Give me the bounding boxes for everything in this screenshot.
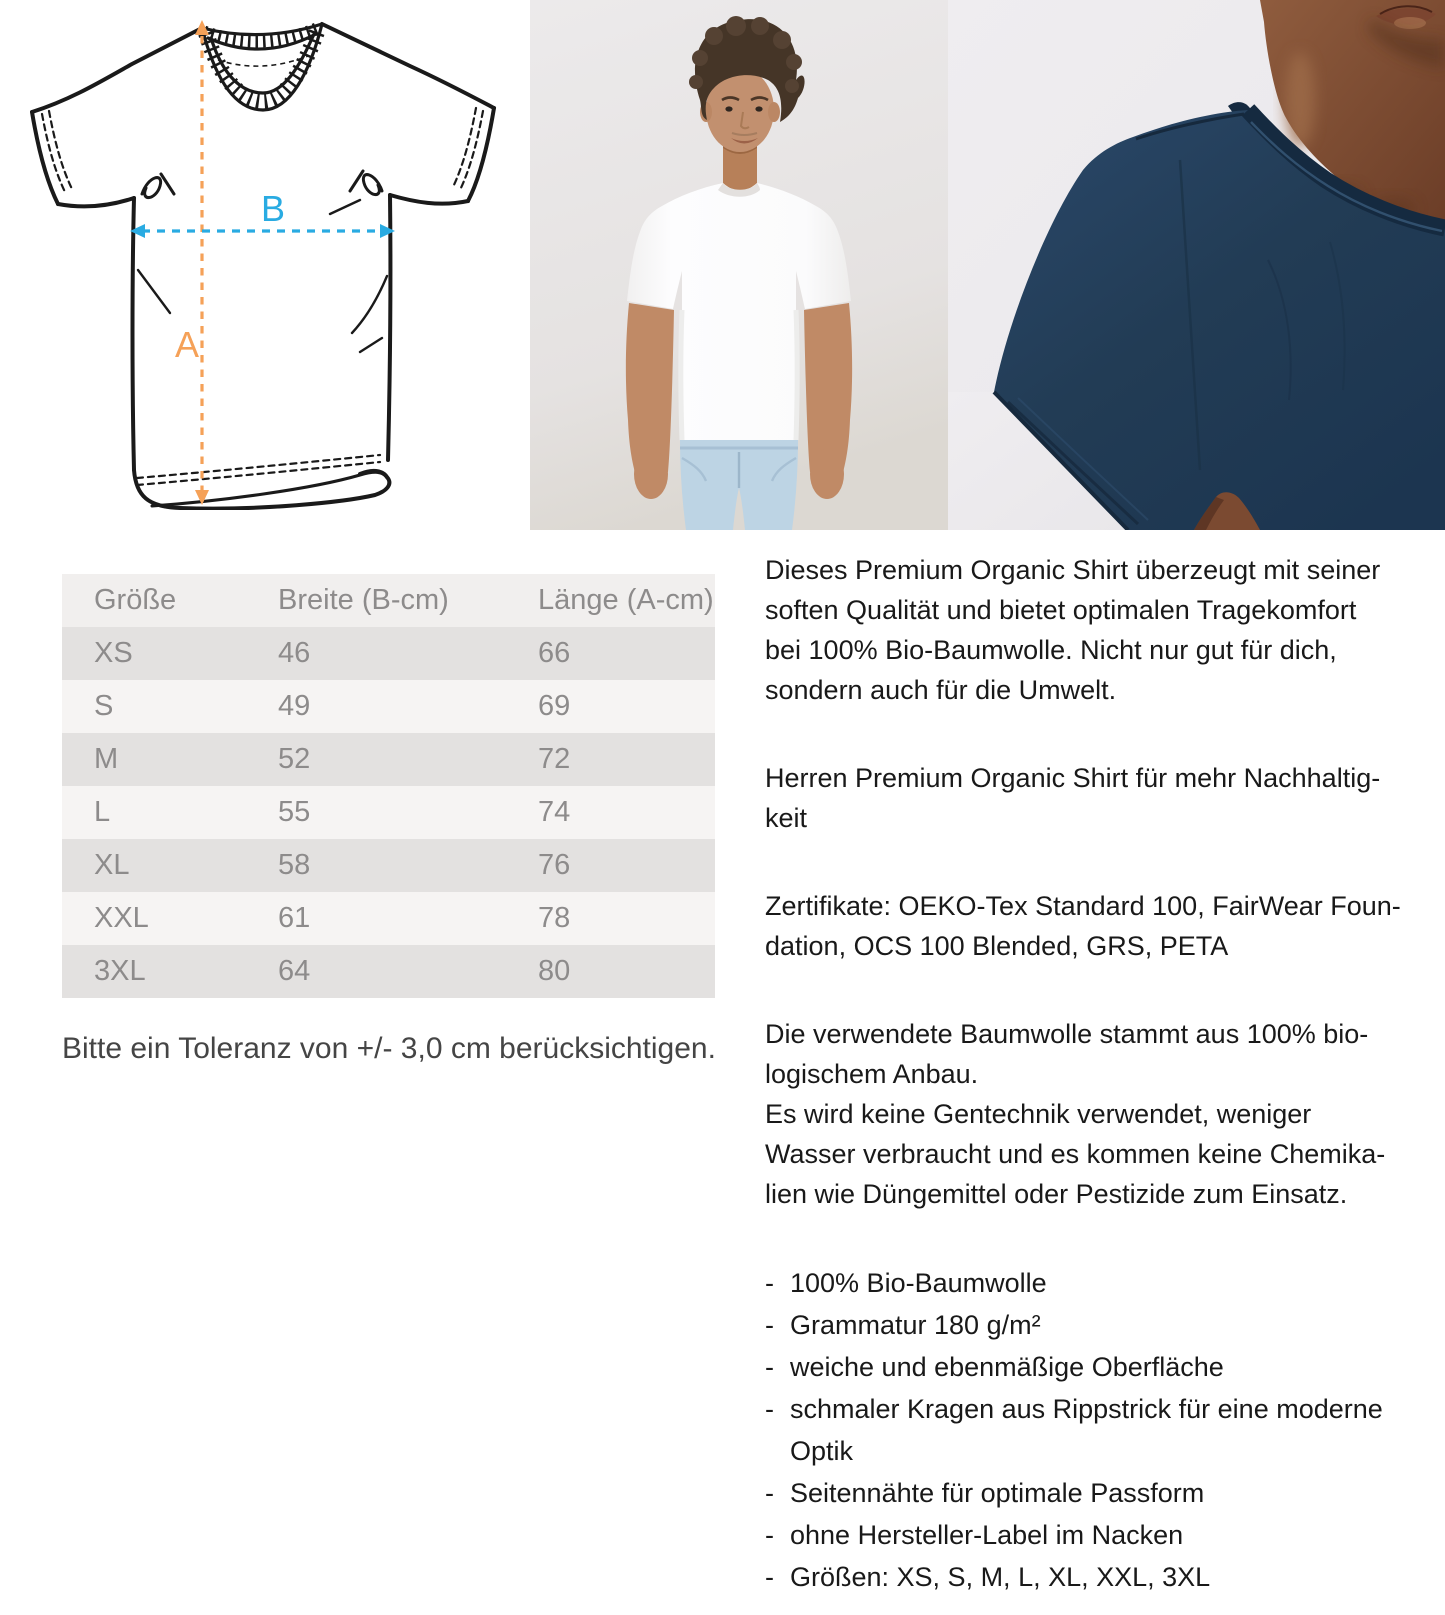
description-paragraph	[765, 550, 1445, 710]
width-label: B	[260, 188, 286, 229]
table-cell: M	[94, 743, 119, 775]
feature-text	[790, 1346, 1224, 1388]
description-paragraph	[765, 758, 1445, 838]
table-row	[62, 786, 715, 839]
description-line: bei 100% Bio-Baumwolle. Nicht nur gut für dich,	[765, 635, 1337, 665]
bullet-marker: -	[765, 1478, 774, 1508]
column-header-length: Länge (A-cm)	[538, 584, 714, 616]
table-row	[62, 892, 715, 945]
feature-item	[765, 1262, 1445, 1304]
table-cell: 78	[538, 902, 571, 934]
table-header-row	[62, 574, 715, 627]
fabric-detail-photo	[948, 0, 1445, 530]
feature-line: schmaler Kragen aus Rippstrick für eine moderne	[790, 1394, 1383, 1424]
table-cell: 58	[278, 849, 311, 881]
table-row	[62, 945, 715, 998]
feature-line: Optik	[790, 1436, 854, 1466]
table-cell: 69	[538, 690, 571, 722]
feature-line: weiche und ebenmäßige Oberfläche	[790, 1352, 1224, 1382]
feature-line: 100% Bio-Baumwolle	[790, 1268, 1047, 1298]
table-cell: S	[94, 690, 114, 722]
description-line: Die verwendete Baumwolle stammt aus 100% bio-	[765, 1019, 1369, 1049]
table-cell: 3XL	[94, 955, 146, 987]
description-line: lien wie Düngemittel oder Pestizide zum Einsatz.	[765, 1179, 1348, 1209]
table-row	[62, 680, 715, 733]
feature-line: Seitennähte für optimale Passform	[790, 1478, 1205, 1508]
feature-item	[765, 1472, 1445, 1514]
feature-item	[765, 1304, 1445, 1346]
bullet-marker: -	[765, 1352, 774, 1382]
feature-item	[765, 1556, 1445, 1598]
tshirt-outline-icon	[30, 8, 525, 510]
length-label: A	[174, 324, 200, 365]
bullet-marker: -	[765, 1394, 774, 1424]
feature-text	[790, 1304, 1041, 1346]
table-cell: 55	[278, 796, 311, 828]
table-row	[62, 839, 715, 892]
table-cell: 72	[538, 743, 571, 775]
table-cell: XXL	[94, 902, 149, 934]
table-cell: 76	[538, 849, 571, 881]
description-line: Dieses Premium Organic Shirt überzeugt mit seiner	[765, 555, 1381, 585]
feature-text	[790, 1514, 1183, 1556]
table-cell: XL	[94, 849, 130, 881]
description-line: logischem Anbau.	[765, 1059, 979, 1089]
feature-list	[765, 1262, 1445, 1598]
feature-text	[790, 1388, 1383, 1472]
size-table-body	[62, 627, 715, 998]
width-arrow	[130, 188, 395, 238]
bullet-marker: -	[765, 1520, 774, 1550]
table-cell: 49	[278, 690, 311, 722]
tolerance-note: Bitte ein Toleranz von +/- 3,0 cm berücksichtigen.	[62, 1032, 716, 1065]
table-row	[62, 733, 715, 786]
table-cell: 80	[538, 955, 571, 987]
description-paragraph	[765, 1014, 1445, 1214]
feature-item	[765, 1514, 1445, 1556]
feature-line: Größen: XS, S, M, L, XL, XXL, 3XL	[790, 1562, 1211, 1592]
bullet-marker: -	[765, 1562, 774, 1592]
feature-text	[790, 1262, 1047, 1304]
description-line: Zertifikate: OEKO-Tex Standard 100, FairWear Foun-	[765, 891, 1401, 921]
length-arrow	[175, 20, 209, 505]
description-line: Wasser verbraucht und es kommen keine Chemika-	[765, 1139, 1386, 1169]
table-cell: XS	[94, 637, 133, 669]
description-line: sondern auch für die Umwelt.	[765, 675, 1117, 705]
table-cell: L	[94, 796, 111, 828]
feature-line: Grammatur 180 g/m²	[790, 1310, 1041, 1340]
model-photo	[530, 0, 948, 530]
feature-line: ohne Hersteller-Label im Nacken	[790, 1520, 1184, 1550]
feature-item	[765, 1388, 1445, 1472]
table-row	[62, 627, 715, 680]
tshirt-measurement-diagram	[30, 8, 525, 510]
collar-ribbing	[202, 24, 322, 110]
table-cell: 74	[538, 796, 571, 828]
bullet-marker: -	[765, 1310, 774, 1340]
description-paragraph	[765, 886, 1445, 966]
bullet-marker: -	[765, 1268, 774, 1298]
table-cell: 52	[278, 743, 311, 775]
table-cell: 64	[278, 955, 311, 987]
description-line: keit	[765, 803, 808, 833]
table-cell: 61	[278, 902, 311, 934]
feature-text	[790, 1472, 1204, 1514]
column-header-size: Größe	[94, 584, 177, 616]
column-header-width: Breite (B-cm)	[278, 584, 449, 616]
description-line: soften Qualität und bietet optimalen Tragekomfort	[765, 595, 1357, 625]
table-cell: 66	[538, 637, 571, 669]
feature-text	[790, 1556, 1210, 1598]
description-line: dation, OCS 100 Blended, GRS, PETA	[765, 931, 1229, 961]
feature-item	[765, 1346, 1445, 1388]
product-description	[765, 550, 1445, 1598]
description-line: Herren Premium Organic Shirt für mehr Nachhaltig-	[765, 763, 1381, 793]
size-table	[62, 574, 715, 998]
table-cell: 46	[278, 637, 311, 669]
description-line: Es wird keine Gentechnik verwendet, weniger	[765, 1099, 1312, 1129]
